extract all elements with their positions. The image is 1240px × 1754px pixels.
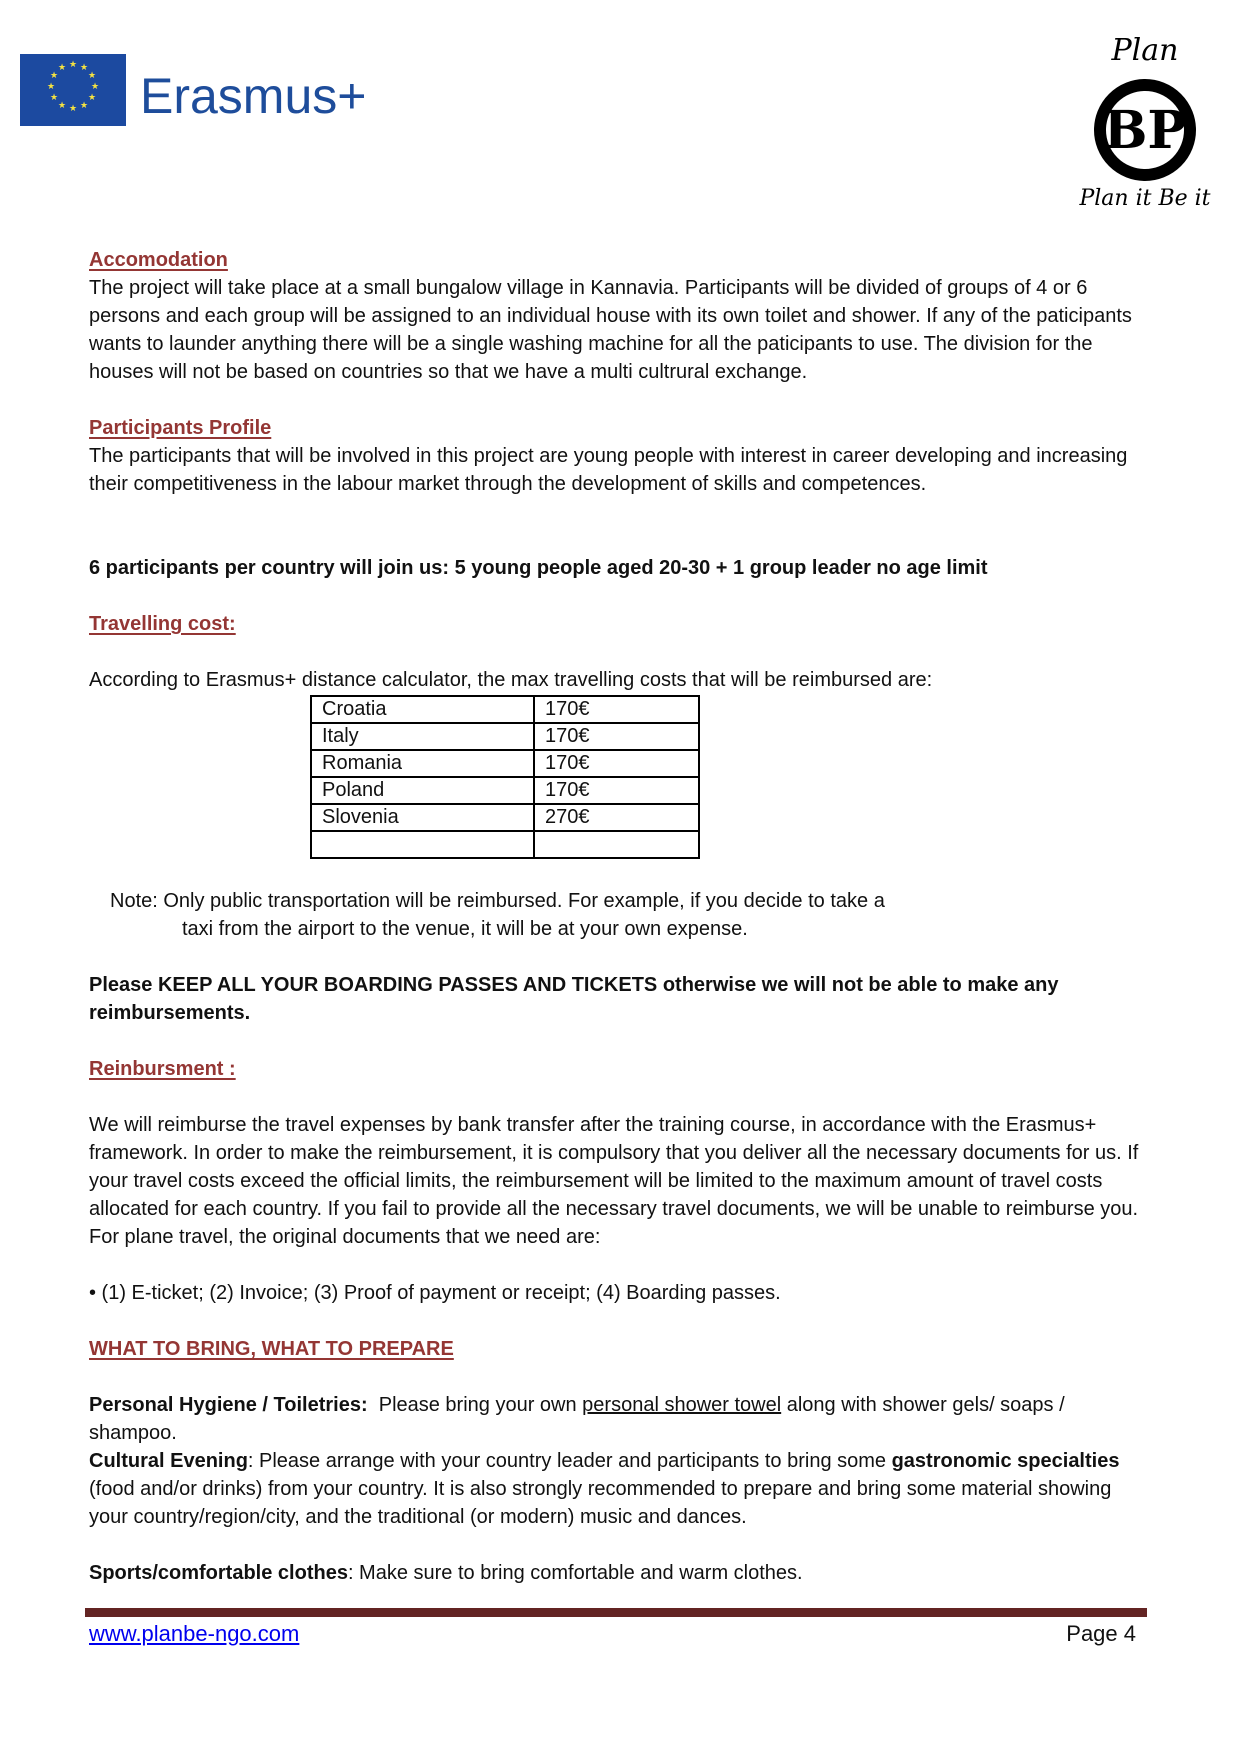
footer-divider [85,1608,1147,1617]
cultural-evening-label: Cultural Evening [89,1450,248,1472]
cost-cell: 170€ [534,777,699,804]
sports-clothes-paragraph [89,1559,1149,1587]
table-row [311,723,699,750]
table-row [311,696,699,723]
eu-stars [47,59,99,113]
heading-travelling-cost: Travelling cost: [89,613,236,635]
table-row [311,831,699,858]
cultural-text-pre: : Please arrange with your country leader and participants to bring some [247,1450,892,1472]
document-body [89,246,1149,1587]
hygiene-text-post: along with shower gels/ soaps / shampoo. [89,1394,1065,1444]
sports-clothes-label: Sports/comfortable clothes [89,1562,348,1584]
cultural-text-post: (food and/or drinks) from your country. It is also strongly recommended to prepare and bring some material showing your country/region/city, and the traditional (or modern) music and dances. [89,1478,1112,1528]
cost-cell [534,831,699,858]
logo-top-text: Plan [1111,33,1179,68]
svg-text:★: ★ [46,81,56,91]
travelling-intro: According to Erasmus+ distance calculator, the max travelling costs that will be reimbursed are: [89,669,933,691]
hygiene-paragraph [89,1391,1149,1447]
country-cell: Poland [311,777,534,804]
svg-text:★: ★ [68,103,78,113]
required-documents-bullet: • (1) E-ticket; (2) Invoice; (3) Proof of payment or receipt; (4) Boarding passes. [89,1282,781,1304]
boarding-passes-warning: Please KEEP ALL YOUR BOARDING PASSES AND TICKETS otherwise we will not be able to make any reimbursements. [89,974,1059,1024]
hygiene-text-pre: Please bring your own [367,1394,583,1416]
hygiene-label: Personal Hygiene / Toiletries: [89,1394,368,1416]
heading-reimbursement: Reinbursment : [89,1058,236,1080]
transport-note-line2: taxi from the airport to the venue, it will be at your own expense. [182,918,748,940]
cultural-evening-paragraph [89,1447,1149,1531]
svg-text:★: ★ [49,70,59,80]
table-row [311,777,699,804]
svg-text:★: ★ [87,70,97,80]
table-row [311,750,699,777]
country-cell: Italy [311,723,534,750]
svg-text:★: ★ [57,100,67,110]
logo-bottom-text: Plan it Be it [1079,186,1211,211]
cost-cell: 270€ [534,804,699,831]
country-cell [311,831,534,858]
svg-text:★: ★ [90,81,100,91]
country-cell: Slovenia [311,804,534,831]
svg-text:★: ★ [87,92,97,102]
travel-costs-table [310,695,700,859]
logo-monogram: BP [1103,100,1187,161]
participants-text: The participants that will be involved in this project are young people with interest in career developing and increasing their competitiveness in the labour market through the development of skills and competences. [89,445,1128,495]
cost-cell: 170€ [534,723,699,750]
heading-participants-profile: Participants Profile [89,417,272,439]
table-row [311,804,699,831]
reimbursement-text: We will reimburse the travel expenses by bank transfer after the training course, in accordance with the Erasmus+ framework. In order to make the reimbursement, it is compulsory that you deliver all the necessary documents for us. If your travel costs exceed the official limits, the reimbursement will be limited to the maximum amount of travel costs allocated for each country. If you fail to provide all the necessary travel documents, we will be unable to reimburse you. For plane travel, the original documents that we need are: [89,1114,1139,1248]
country-cell: Croatia [311,696,534,723]
sports-clothes-text: : Make sure to bring comfortable and warm clothes. [347,1562,803,1584]
cost-cell: 170€ [534,750,699,777]
transport-note-line1: Note: Only public transportation will be reimbursed. For example, if you decide to take a [110,890,885,912]
heading-accommodation: Accomodation [89,249,228,271]
svg-text:★: ★ [68,59,78,69]
plan-be-logo [1070,30,1220,225]
erasmus-plus-logo [20,54,366,126]
erasmus-logo-text: Erasmus+ [140,68,367,124]
svg-text:★: ★ [57,62,67,72]
eu-flag-icon [20,54,126,126]
heading-what-to-bring: WHAT TO BRING, WHAT TO PREPARE [89,1338,454,1360]
website-link[interactable]: www.planbe-ngo.com [89,1621,300,1646]
svg-text:★: ★ [49,92,59,102]
page-number: Page 4 [1066,1621,1136,1646]
cost-cell: 170€ [534,696,699,723]
shower-towel-underlined: personal shower towel [582,1394,782,1416]
svg-text:★: ★ [79,100,89,110]
accommodation-text: The project will take place at a small bungalow village in Kannavia. Participants will be divided of groups of 4 or 6 persons and each group will be assigned to an individual house with its own toilet and shower. If any of the paticipants wants to launder anything there will be a single washing machine for all the paticipants to use. The division for the houses will not be based on countries so that we have a multi cultrural exchange. [89,277,1132,383]
participants-per-country-note: 6 participants per country will join us: 5 young people aged 20-30 + 1 group leader no age limit [89,557,988,579]
country-cell: Romania [311,750,534,777]
svg-text:★: ★ [79,62,89,72]
gastronomic-specialties: gastronomic specialties [891,1450,1120,1472]
